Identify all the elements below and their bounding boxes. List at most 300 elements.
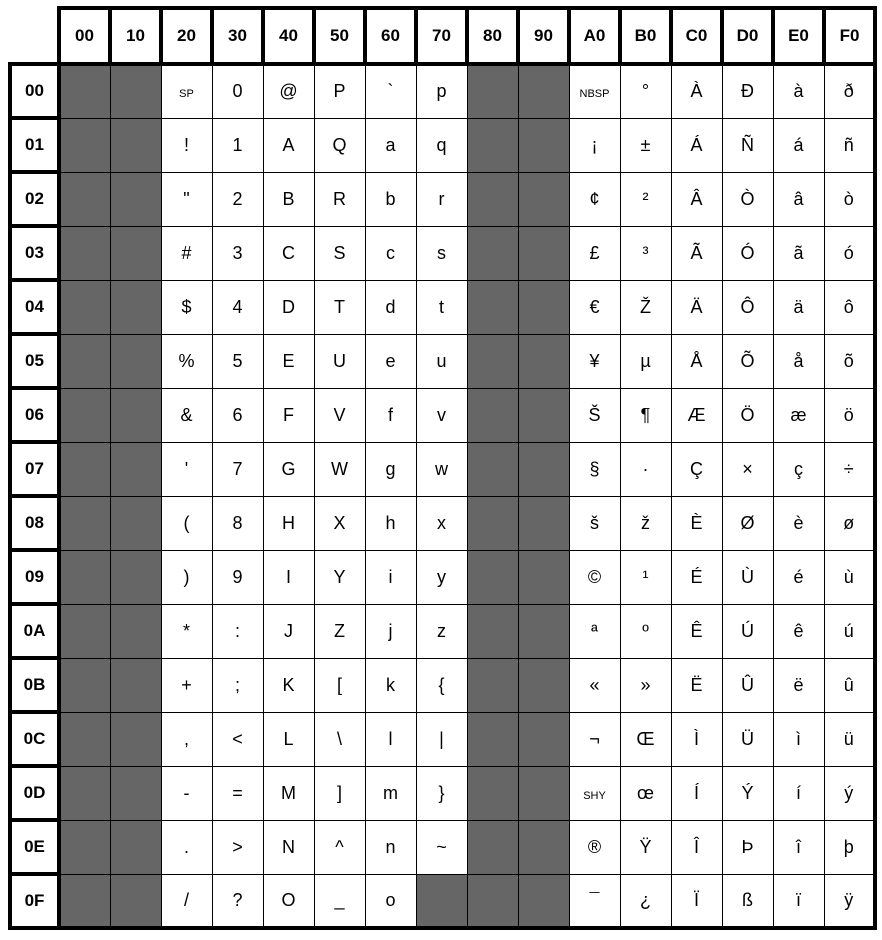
row-header-06: 06 [10,388,59,442]
table-row-06 [10,388,875,442]
char-cell-30-0F [212,874,263,928]
char-cell-F0-06 [824,388,875,442]
char-glyph: œ [637,782,654,803]
char-glyph: ù [843,566,854,587]
char-cell-20-0F [161,874,212,928]
control-cell-90-0F [518,874,569,928]
char-cell-60-0C [365,712,416,766]
char-cell-50-0D [314,766,365,820]
row-header-07: 07 [10,442,59,496]
char-glyph: _ [334,889,345,910]
char-cell-40-0D [263,766,314,820]
char-glyph: ÿ [844,889,854,910]
char-glyph: Î [693,836,699,857]
table-row-0A [10,604,875,658]
control-cell-00-0C [59,712,110,766]
char-cell-30-08 [212,496,263,550]
table-row-02 [10,172,875,226]
char-cell-70-05 [416,334,467,388]
row-header-0A: 0A [10,604,59,658]
char-glyph: y [437,566,446,587]
char-glyph: Å [690,350,703,371]
char-glyph: ¹ [642,566,649,587]
control-cell-10-0D [110,766,161,820]
char-glyph: = [232,782,243,803]
char-cell-30-0D [212,766,263,820]
char-cell-A0-01 [569,118,620,172]
char-cell-40-05 [263,334,314,388]
col-header-50: 50 [314,8,365,64]
control-cell-80-0A [467,604,518,658]
char-glyph: ý [844,782,854,803]
char-glyph: ( [183,512,190,533]
table-row-0C [10,712,875,766]
control-cell-10-09 [110,550,161,604]
char-cell-60-07 [365,442,416,496]
char-glyph: 9 [232,566,243,587]
char-glyph: å [793,350,804,371]
table-row-08 [10,496,875,550]
char-glyph: p [436,81,447,102]
col-header-90: 90 [518,8,569,64]
char-cell-C0-05 [671,334,722,388]
char-cell-B0-0D [620,766,671,820]
header-row [10,8,875,64]
char-glyph: Ý [741,782,754,803]
char-cell-E0-0D [773,766,824,820]
char-glyph: É [690,566,703,587]
char-glyph: Ø [740,512,755,533]
char-glyph: i [388,566,393,587]
char-glyph: H [282,512,295,533]
char-glyph: e [385,350,396,371]
char-glyph: Û [741,674,754,695]
table-row-04 [10,280,875,334]
char-cell-40-0E [263,820,314,874]
row-header-0D: 0D [10,766,59,820]
char-cell-40-00 [263,64,314,118]
char-glyph: ò [843,188,854,209]
char-glyph: v [437,404,446,425]
table-row-03 [10,226,875,280]
char-cell-40-0F [263,874,314,928]
char-cell-50-09 [314,550,365,604]
char-glyph: r [438,188,445,209]
char-glyph: U [333,350,346,371]
char-glyph: d [385,296,396,317]
control-cell-00-0E [59,820,110,874]
control-cell-90-0B [518,658,569,712]
control-cell-00-02 [59,172,110,226]
char-glyph: b [385,188,396,209]
char-cell-F0-08 [824,496,875,550]
char-glyph: ª [591,620,598,641]
char-glyph: Ã [690,242,703,263]
char-glyph: \ [336,728,342,749]
char-glyph: § [589,458,600,479]
control-cell-90-09 [518,550,569,604]
char-cell-70-03 [416,226,467,280]
char-cell-70-01 [416,118,467,172]
char-glyph: g [385,458,396,479]
char-cell-50-03 [314,226,365,280]
char-glyph: Ù [741,566,754,587]
char-cell-50-0A [314,604,365,658]
control-cell-10-03 [110,226,161,280]
char-cell-20-0E [161,820,212,874]
control-cell-10-06 [110,388,161,442]
char-cell-C0-03 [671,226,722,280]
char-cell-E0-01 [773,118,824,172]
corner-cell [10,8,59,64]
char-glyph: I [285,566,291,587]
char-glyph: ® [587,836,602,857]
control-cell-90-06 [518,388,569,442]
char-cell-60-08 [365,496,416,550]
char-cell-30-00 [212,64,263,118]
char-cell-C0-0E [671,820,722,874]
char-glyph: [ [336,674,342,695]
char-cell-60-02 [365,172,416,226]
char-cell-50-06 [314,388,365,442]
col-header-00: 00 [59,8,110,64]
char-glyph: ³ [642,242,649,263]
char-glyph: Ž [640,296,651,317]
char-cell-40-01 [263,118,314,172]
char-cell-20-07 [161,442,212,496]
char-glyph: £ [589,242,600,263]
control-cell-90-02 [518,172,569,226]
char-cell-B0-06 [620,388,671,442]
char-cell-50-0E [314,820,365,874]
row-header-09: 09 [10,550,59,604]
control-cell-00-0A [59,604,110,658]
char-glyph: Q [332,134,347,155]
char-glyph: æ [790,404,807,425]
col-header-40: 40 [263,8,314,64]
char-glyph: ! [183,134,189,155]
char-glyph: ` [387,81,394,102]
control-cell-80-0C [467,712,518,766]
char-glyph: h [385,512,396,533]
char-cell-D0-0C [722,712,773,766]
char-glyph: ó [843,242,854,263]
char-glyph: ï [795,889,801,910]
char-cell-D0-0D [722,766,773,820]
char-glyph: ø [843,512,855,533]
char-glyph: ~ [436,836,447,857]
char-glyph: Ï [693,889,699,910]
char-glyph: û [843,674,854,695]
char-cell-D0-00 [722,64,773,118]
char-glyph: ± [640,134,651,155]
char-glyph: ú [843,620,854,641]
char-cell-40-09 [263,550,314,604]
char-glyph: © [587,566,602,587]
char-glyph: } [438,782,445,803]
char-glyph: E [282,350,295,371]
char-cell-40-07 [263,442,314,496]
char-cell-D0-0A [722,604,773,658]
char-glyph: Ü [741,728,754,749]
char-cell-20-0C [161,712,212,766]
control-cell-80-01 [467,118,518,172]
char-glyph: + [181,674,192,695]
char-cell-F0-00 [824,64,875,118]
row-header-0B: 0B [10,658,59,712]
char-cell-20-08 [161,496,212,550]
char-cell-20-05 [161,334,212,388]
char-glyph: D [282,296,295,317]
char-cell-E0-04 [773,280,824,334]
control-cell-80-09 [467,550,518,604]
char-glyph: à [793,81,804,102]
table-row-0D [10,766,875,820]
char-glyph: Ö [740,404,755,425]
char-glyph: ü [843,728,854,749]
char-cell-E0-0B [773,658,824,712]
char-cell-50-0F [314,874,365,928]
row-header-03: 03 [10,226,59,280]
char-glyph: SHY [583,789,606,802]
char-cell-70-09 [416,550,467,604]
char-glyph: Í [693,782,699,803]
char-cell-50-07 [314,442,365,496]
char-glyph: F [283,404,294,425]
control-cell-00-06 [59,388,110,442]
char-glyph: M [281,782,296,803]
control-cell-10-00 [110,64,161,118]
control-cell-90-0E [518,820,569,874]
char-glyph: ¿ [640,889,651,910]
char-cell-E0-08 [773,496,824,550]
char-cell-60-05 [365,334,416,388]
char-cell-B0-0A [620,604,671,658]
char-glyph: Y [333,566,346,587]
col-header-30: 30 [212,8,263,64]
char-glyph: A [282,134,295,155]
char-cell-A0-0C [569,712,620,766]
control-cell-80-05 [467,334,518,388]
char-glyph: ) [183,566,190,587]
char-glyph: < [232,728,243,749]
char-cell-A0-03 [569,226,620,280]
char-cell-50-00 [314,64,365,118]
char-glyph: t [438,296,444,317]
char-glyph: l [388,728,393,749]
control-cell-80-0B [467,658,518,712]
table-row-05 [10,334,875,388]
char-cell-E0-0A [773,604,824,658]
char-cell-30-0C [212,712,263,766]
char-glyph: x [437,512,446,533]
char-glyph: 7 [232,458,243,479]
char-cell-F0-07 [824,442,875,496]
char-cell-30-0A [212,604,263,658]
char-cell-60-04 [365,280,416,334]
char-cell-C0-0C [671,712,722,766]
control-cell-70-0F [416,874,467,928]
char-glyph: õ [843,350,854,371]
char-cell-A0-0E [569,820,620,874]
char-cell-C0-08 [671,496,722,550]
char-cell-F0-0A [824,604,875,658]
char-glyph: Ô [740,296,755,317]
char-cell-F0-05 [824,334,875,388]
char-cell-40-02 [263,172,314,226]
char-glyph: 3 [232,242,243,263]
col-header-C0: C0 [671,8,722,64]
char-cell-70-0E [416,820,467,874]
row-header-08: 08 [10,496,59,550]
char-glyph: K [282,674,295,695]
col-header-10: 10 [110,8,161,64]
char-glyph: 6 [232,404,243,425]
char-cell-50-0C [314,712,365,766]
char-glyph: ¢ [589,188,600,209]
char-glyph: Ú [741,620,754,641]
char-glyph: : [234,620,240,641]
char-glyph: ? [232,889,243,910]
col-header-D0: D0 [722,8,773,64]
char-cell-50-08 [314,496,365,550]
control-cell-80-0E [467,820,518,874]
char-cell-70-04 [416,280,467,334]
char-cell-A0-05 [569,334,620,388]
char-cell-70-08 [416,496,467,550]
char-cell-C0-00 [671,64,722,118]
char-glyph: $ [181,296,192,317]
char-glyph: k [386,674,395,695]
col-header-F0: F0 [824,8,875,64]
row-header-00: 00 [10,64,59,118]
char-glyph: Æ [687,404,706,425]
char-glyph: â [793,188,804,209]
control-cell-90-04 [518,280,569,334]
char-glyph: 2 [232,188,243,209]
control-cell-00-05 [59,334,110,388]
char-cell-E0-0E [773,820,824,874]
char-cell-C0-0A [671,604,722,658]
col-header-B0: B0 [620,8,671,64]
char-glyph: Þ [741,836,754,857]
char-glyph: ã [793,242,804,263]
char-cell-20-0B [161,658,212,712]
char-glyph: , [183,728,189,749]
char-glyph: ¡ [591,134,598,155]
table-row-01 [10,118,875,172]
char-glyph: " [183,188,190,209]
char-glyph: Õ [740,350,755,371]
char-cell-B0-03 [620,226,671,280]
char-cell-B0-00 [620,64,671,118]
char-cell-60-09 [365,550,416,604]
char-glyph: ' [184,458,189,479]
row-header-01: 01 [10,118,59,172]
control-cell-00-07 [59,442,110,496]
char-cell-D0-04 [722,280,773,334]
char-glyph: Ÿ [639,836,652,857]
char-cell-A0-0B [569,658,620,712]
char-glyph: º [642,620,649,641]
char-glyph: ß [742,889,753,910]
control-cell-10-08 [110,496,161,550]
char-glyph: ç [794,458,803,479]
char-cell-A0-00 [569,64,620,118]
char-glyph: J [284,620,293,641]
char-cell-A0-08 [569,496,620,550]
char-cell-60-0E [365,820,416,874]
table-row-07 [10,442,875,496]
char-cell-A0-04 [569,280,620,334]
char-glyph: ð [843,81,854,102]
char-cell-60-03 [365,226,416,280]
char-cell-F0-0E [824,820,875,874]
char-cell-D0-05 [722,334,773,388]
control-cell-00-0B [59,658,110,712]
char-glyph: è [793,512,804,533]
char-cell-A0-06 [569,388,620,442]
char-glyph: P [333,81,346,102]
char-cell-20-02 [161,172,212,226]
table-row-00 [10,64,875,118]
char-cell-40-0C [263,712,314,766]
row-header-04: 04 [10,280,59,334]
table-row-0E [10,820,875,874]
char-glyph: % [178,350,195,371]
char-cell-F0-0D [824,766,875,820]
character-code-table [8,6,877,930]
char-cell-50-05 [314,334,365,388]
char-cell-B0-0B [620,658,671,712]
char-cell-E0-0F [773,874,824,928]
control-cell-80-0F [467,874,518,928]
char-glyph: ] [336,782,342,803]
char-cell-F0-0B [824,658,875,712]
char-cell-A0-0D [569,766,620,820]
char-glyph: T [334,296,345,317]
char-glyph: 5 [232,350,243,371]
table-row-0F [10,874,875,928]
char-glyph: 8 [232,512,243,533]
char-cell-50-02 [314,172,365,226]
char-glyph: Ó [740,242,755,263]
char-cell-20-01 [161,118,212,172]
char-cell-B0-05 [620,334,671,388]
control-cell-80-06 [467,388,518,442]
row-header-0E: 0E [10,820,59,874]
char-glyph: R [333,188,346,209]
char-cell-B0-0C [620,712,671,766]
control-cell-00-04 [59,280,110,334]
char-glyph: * [182,620,190,641]
char-cell-C0-0F [671,874,722,928]
char-cell-D0-0B [722,658,773,712]
char-cell-60-0A [365,604,416,658]
char-cell-60-00 [365,64,416,118]
col-header-20: 20 [161,8,212,64]
table-row-0B [10,658,875,712]
char-cell-C0-0B [671,658,722,712]
char-cell-D0-08 [722,496,773,550]
char-glyph: ë [793,674,804,695]
char-glyph: ÷ [843,458,854,479]
char-glyph: Ä [690,296,703,317]
char-cell-60-06 [365,388,416,442]
control-cell-10-02 [110,172,161,226]
char-cell-30-09 [212,550,263,604]
char-glyph: 0 [232,81,243,102]
